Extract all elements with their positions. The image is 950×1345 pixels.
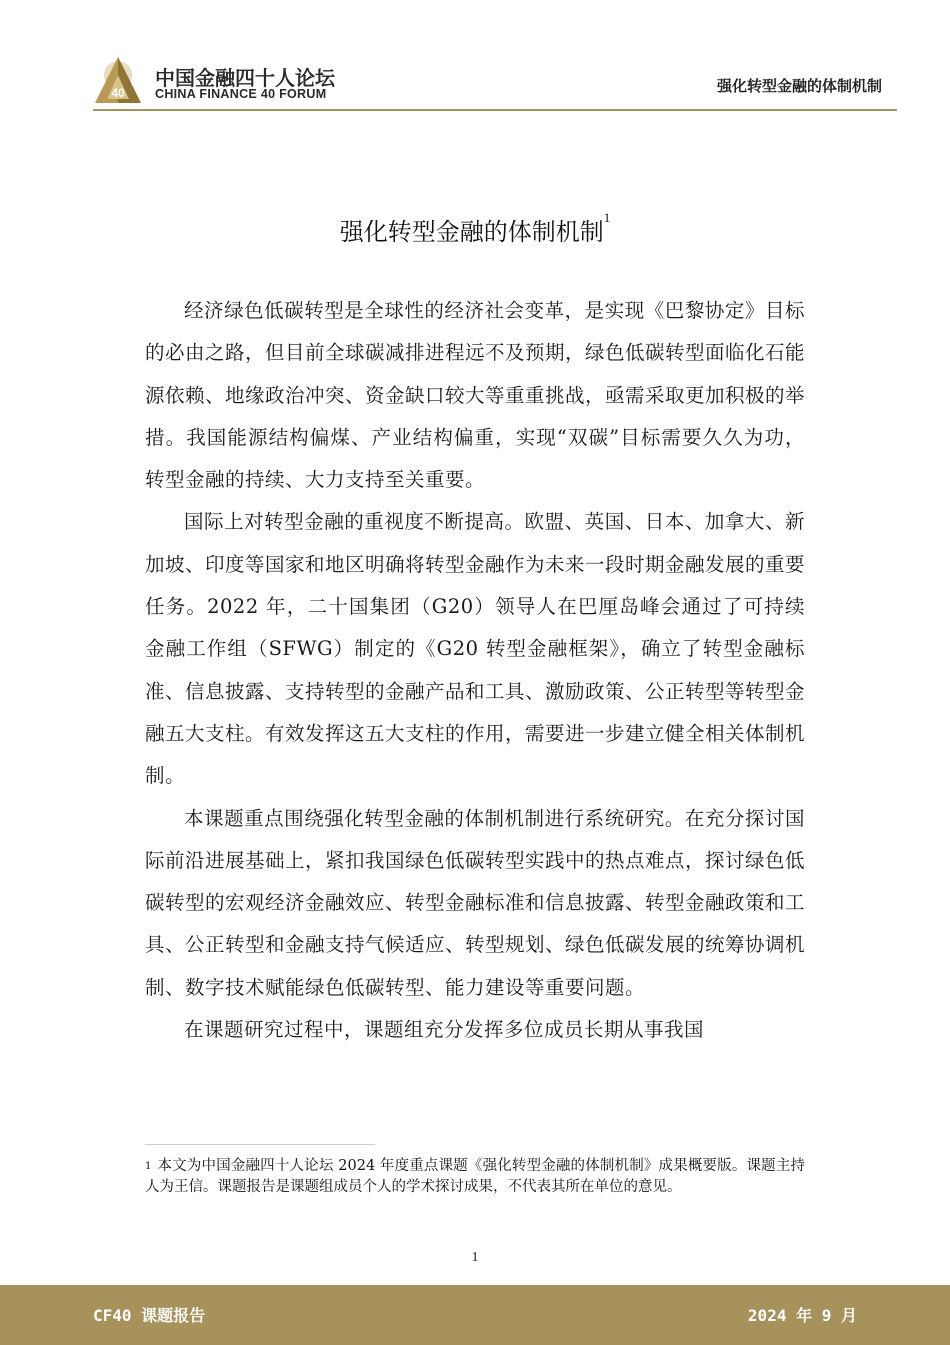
footnote-divider (145, 1144, 375, 1145)
page-number: 1 (471, 1250, 479, 1265)
footer-report-label: CF40 课题报告 (93, 1306, 206, 1325)
header-divider (93, 109, 897, 111)
title-footnote-mark: 1 (603, 210, 611, 225)
footnote-mark: 1 (145, 1161, 152, 1172)
footnote (145, 1156, 805, 1198)
paragraph: 本课题重点围绕强化转型金融的体制机制进行系统研究。在充分探讨国际前沿进展基础上，紧扣我国绿色低碳转型实践中的热点难点，探讨绿色低碳转型的宏观经济金融效应、转型金融标准和信息披露、转型金融政策和工具、公正转型和金融支持气候适应、转型规划、绿色低碳发展的统筹协调机制、数字技术赋能绿色低碳转型、能力建设等重要问题。 (145, 806, 806, 999)
logo-english-name: CHINA FINANCE 40 FORUM (155, 87, 327, 101)
logo-chinese-name: 中国金融四十人论坛 (155, 66, 335, 90)
paragraph: 在课题研究过程中，课题组充分发挥多位成员长期从事我国 (184, 1018, 705, 1042)
paragraph: 经济绿色低碳转型是全球性的经济社会变革，是实现《巴黎协定》目标的必由之路，但目前全球碳减排进程远不及预期，绿色低碳转型面临化石能源依赖、地缘政治冲突、资金缺口较大等重重挑战，亟需采取更加积极的举措。我国能源结构偏煤、产业结构偏重，实现“双碳”目标需要久久为功，转型金融的持续、大力支持至关重要。 (145, 299, 806, 492)
paragraph: 国际上对转型金融的重视度不断提高。欧盟、英国、日本、加拿大、新加坡、印度等国家和地区明确将转型金融作为未来一段时期金融发展的重要任务。2022 年，二十国集团（G20）领导人在巴厘岛峰会通过了可持续金融工作组（SFWG）制定的《G20 转型金融框架》，确立了转型金融标准、信息披露、支持转型的金融产品和工具、激励政策、公正转型等转型金融五大支柱。有效发挥这五大支柱的作用，需要进一步建立健全相关体制机制。 (145, 510, 806, 788)
document-title (0, 212, 950, 247)
page-header (0, 0, 950, 112)
footer-date: 2024 年 9 月 (747, 1306, 857, 1325)
svg-text:40: 40 (111, 86, 125, 100)
document-title-text: 强化转型金融的体制机制 (339, 218, 604, 246)
forum-logo-icon (93, 53, 143, 105)
footnote-text: 本文为中国金融四十人论坛 2024 年度重点课题《强化转型金融的体制机制》成果概要版。课题主持人为王信。课题报告是课题组成员个人的学术探讨成果，不代表其所在单位的意见。 (145, 1158, 805, 1195)
running-title: 强化转型金融的体制机制 (716, 77, 882, 95)
body-text (145, 290, 805, 1051)
